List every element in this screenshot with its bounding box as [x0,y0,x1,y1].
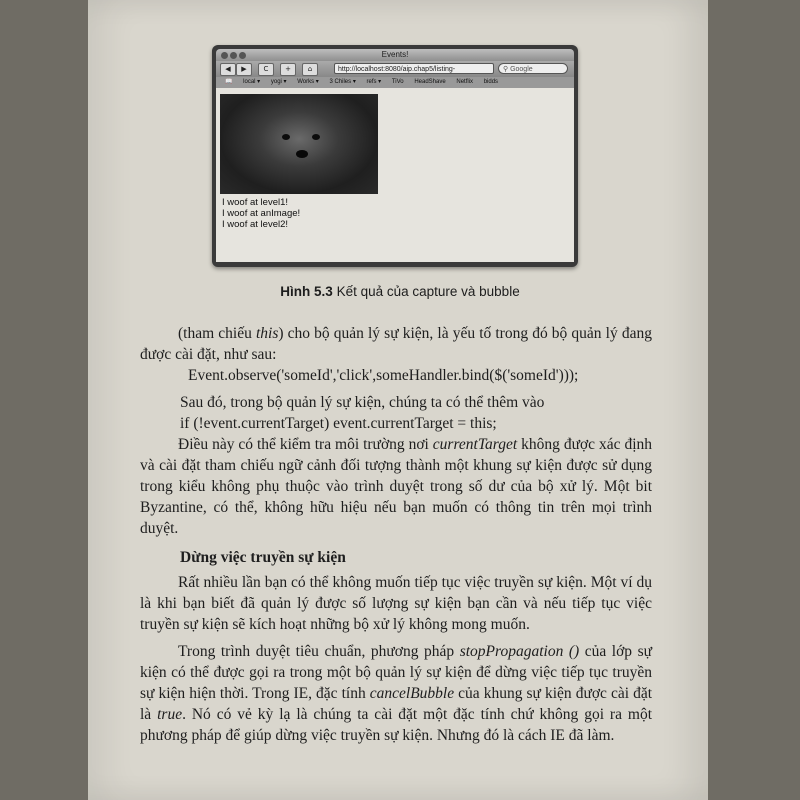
paragraph [140,641,652,746]
zoom-dot-icon [239,52,246,59]
caption-label: Hình 5.3 [280,284,333,299]
window-title: Events! [381,50,409,59]
bookmarks-bar [216,77,574,88]
home-button[interactable]: ⌂ [302,63,318,76]
dog-image[interactable] [220,94,378,194]
text-run: của khung sự kiện được cài đặt là [140,685,653,723]
caption-text: Kết quả của capture và bubble [332,284,520,299]
bookmark-item[interactable]: bidds [483,79,499,85]
bookmark-item[interactable]: TiVo [391,79,404,85]
browser-toolbar [216,61,574,77]
log-line: I woof at anImage! [222,208,301,219]
text-emphasis: this [255,325,279,342]
search-input[interactable] [498,63,568,74]
dog-eye [282,134,290,140]
search-placeholder: Google [510,66,533,73]
bookmark-item[interactable]: Netflix [456,79,474,85]
text-run: Điều này có thể kiểm tra môi trường nơi [178,436,433,453]
bookmark-item[interactable]: Works ▾ [297,79,319,85]
text-run: không được xác định và cài đặt tham chiếu ngữ cảnh đối tượng thành một khung sự kiện được sử dụng trong kiểu không phụ thuộc vào trình duyệt trong số dư của bộ xử lý. Một bit Byzantine, có thể, không hữu hiệu nếu bạn muốn có thông tin trên mọi trình duyệt. [140,436,652,537]
text-run: Trong trình duyệt tiêu chuẩn, phương pháp [178,643,460,660]
log-line: I woof at level2! [222,219,289,230]
text-emphasis: true [157,706,183,723]
section-heading: Dừng việc truyền sự kiện [180,549,346,566]
text-emphasis: currentTarget [432,436,518,453]
bookmarks-icon: 📖 [225,79,233,85]
figure-caption [0,284,800,299]
text-run: . Nó có vẻ kỳ lạ là chúng ta cài đặt một đặc tính chứ không gọi ra một phương pháp để giúp dừng việc truyền sự kiện. Nhưng đó là cách IE đã làm. [140,706,653,744]
bookmark-item[interactable]: 3 Chiles ▾ [329,79,356,85]
code-line: if (!event.currentTarget) event.currentTarget = this; [180,415,497,432]
dog-eye [312,134,320,140]
text-emphasis: stopPropagation () [459,643,580,660]
back-button[interactable]: ◀ [220,63,236,76]
paragraph: Rất nhiều lần bạn có thể không muốn tiếp tục việc truyền sự kiện. Một ví dụ là khi bạn biết đã quản lý được số lượng sự kiện bạn cần và nếu tiếp tục việc truyền sự kiện sẽ kích hoạt những bộ xử lý không mong muốn. [140,574,652,633]
bookmark-item[interactable]: refs ▾ [366,79,382,85]
log-line: I woof at level1! [222,197,289,208]
reload-button[interactable]: C [258,63,274,76]
text-run: (tham chiếu [178,325,256,342]
bookmark-item[interactable]: local ▾ [243,79,261,85]
browser-content [216,88,574,262]
forward-button[interactable]: ▶ [236,63,252,76]
body-text [140,323,652,746]
add-bookmark-button[interactable]: + [280,63,296,76]
search-icon: ⚲ [503,66,511,73]
paragraph [140,434,652,539]
bookmark-item[interactable]: HeadShave [414,79,446,85]
window-titlebar [216,49,574,61]
bookmark-item[interactable]: yogi ▾ [270,79,287,85]
text-run: ) cho bộ quản lý sự kiện, là yếu tố trong đó bộ quản lý đang được cài đặt, như sau: [140,325,652,363]
dog-nose [296,150,308,158]
close-dot-icon [221,52,228,59]
url-input[interactable]: http://localhost:8080/aip.chap5/listing- [334,63,494,74]
text-emphasis: cancelBubble [369,685,455,702]
paragraph: Sau đó, trong bộ quản lý sự kiện, chúng ta có thể thêm vào [180,394,545,411]
paragraph [140,323,652,365]
minimize-dot-icon [230,52,237,59]
code-line: Event.observe('someId','click',someHandler.bind($('someId'))); [188,367,579,384]
event-log [222,197,300,230]
browser-screenshot-figure [212,45,578,267]
text-run: của lớp sự kiện có thể được gọi ra trong một bộ quản lý sự kiện để dừng việc tiếp tục truyền sự kiện hiện thời. Trong IE, đặc tính [140,643,653,702]
